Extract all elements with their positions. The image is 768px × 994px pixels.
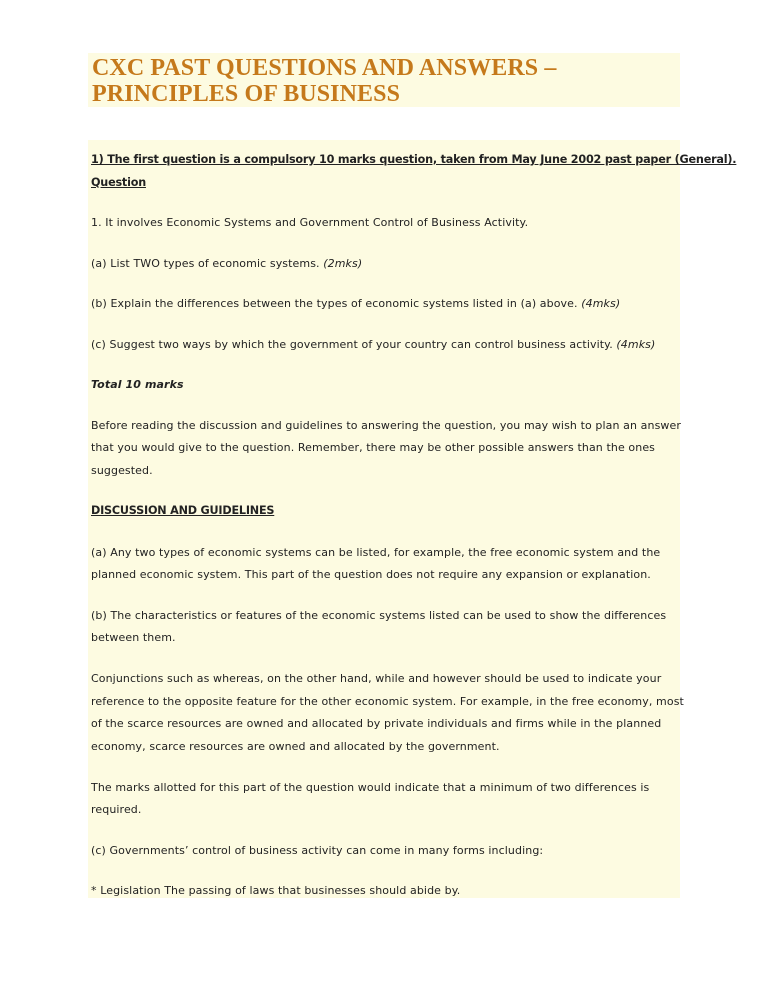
before-reading-line-3: suggested. [91, 464, 153, 477]
part-a-text: (a) List TWO types of economic systems. [91, 257, 324, 270]
question-1-text: 1. It involves Economic Systems and Government Control of Business Activity. [91, 216, 529, 229]
part-c-text: (c) Suggest two ways by which the government of your country can control business activity. [91, 338, 617, 351]
page-title-line-2: PRINCIPLES OF BUSINESS [92, 81, 401, 107]
before-reading-line-2: that you would give to the question. Remember, there may be other possible answers than the ones [91, 441, 656, 454]
content-block [88, 140, 737, 898]
guide-a-line-1: (a) Any two types of economic systems can be listed, for example, the free economic system and the [91, 546, 661, 559]
guide-c: (c) Governments’ control of business activity can come in many forms including: [91, 844, 544, 857]
guide-b-line-1: (b) The characteristics or features of the economic systems listed can be used to show the differences [91, 609, 667, 622]
part-c [91, 338, 655, 352]
total-marks: Total 10 marks [91, 378, 184, 391]
part-a [91, 257, 362, 271]
part-b [91, 297, 620, 311]
conjunctions-line-3: of the scarce resources are owned and allocated by private individuals and firms while in the planned [91, 717, 662, 730]
question-intro: 1) The first question is a compulsory 10 marks question, taken from May June 2002 past paper (General). [91, 153, 737, 166]
part-c-marks: (4mks) [616, 338, 656, 351]
page-title [88, 53, 680, 107]
marks-allotted-line-2: required. [91, 803, 142, 816]
title-block [88, 53, 680, 107]
part-a-marks: (2mks) [323, 257, 363, 270]
conjunctions-line-1: Conjunctions such as whereas, on the other hand, while and however should be used to indicate your [91, 672, 662, 685]
conjunctions-line-2: reference to the opposite feature for the other economic system. For example, in the free economy, most [91, 695, 684, 708]
before-reading-line-1: Before reading the discussion and guidelines to answering the question, you may wish to plan an answer [91, 419, 682, 432]
part-b-marks: (4mks) [581, 297, 621, 310]
part-b-text: (b) Explain the differences between the types of economic systems listed in (a) above. [91, 297, 582, 310]
conjunctions-line-4: economy, scarce resources are owned and allocated by the government. [91, 740, 500, 753]
marks-allotted-line-1: The marks allotted for this part of the question would indicate that a minimum of two differences is [91, 781, 650, 794]
question-label: Question [91, 176, 146, 189]
guide-a-line-2: planned economic system. This part of the question does not require any expansion or explanation. [91, 568, 651, 581]
discussion-heading: DISCUSSION AND GUIDELINES [91, 504, 275, 517]
page-title-line-1: CXC PAST QUESTIONS AND ANSWERS – [92, 55, 557, 81]
guide-b-line-2: between them. [91, 631, 176, 644]
legislation-item: * Legislation The passing of laws that businesses should abide by. [91, 884, 461, 897]
